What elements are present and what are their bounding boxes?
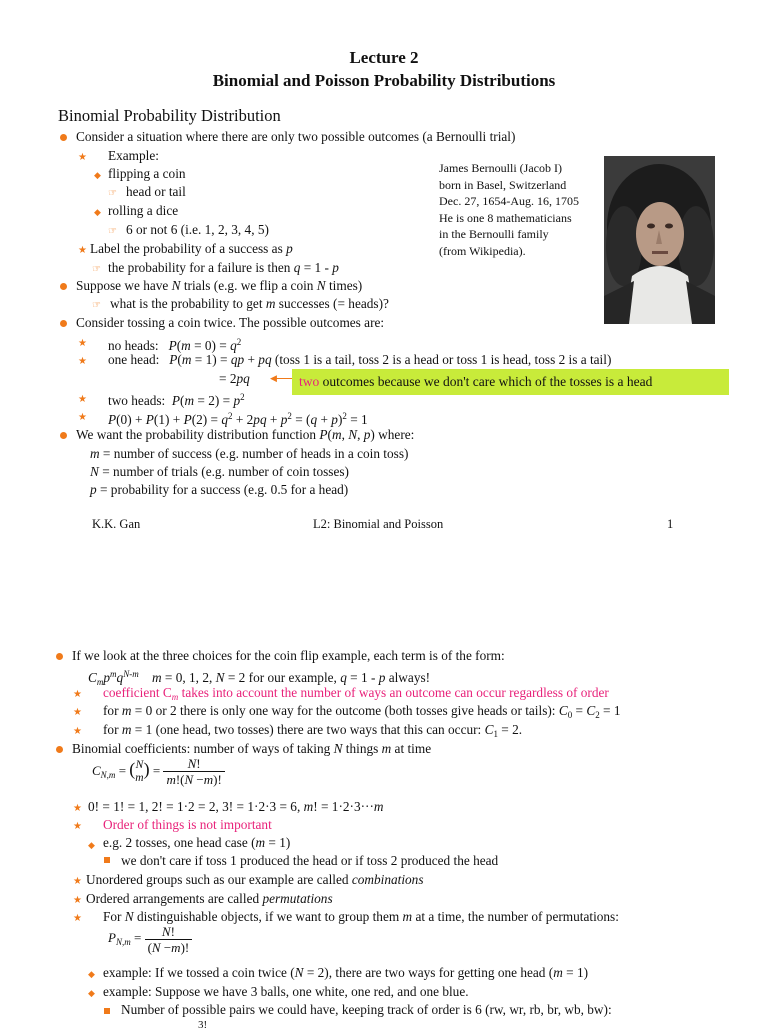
arrow-left-icon: ◀ <box>270 373 277 383</box>
bernoulli-caption: James Bernoulli (Jacob I) born in Basel, Switzerland Dec. 27, 1654-Aug. 16, 1705 He is one 8 mathematicians in the Bernoulli family (from Wikipedia). <box>439 161 579 258</box>
section-heading: Binomial Probability Distribution <box>58 106 281 125</box>
text-line: Ordered arrangements are called permutations <box>86 891 333 906</box>
text-line: 0! = 1! = 1, 2! = 1·2 = 2, 3! = 1·2·3 = 6, m! = 1·2·3···m <box>88 799 384 814</box>
text-line: Label the probability of a success as p <box>90 241 293 256</box>
text-line: $P(0) + P(1) + P(2) = q^2 + 2pq + p^2 = (q + p)^2 = 1$ <box>108 411 368 427</box>
text-line: Order of things is not important <box>103 817 272 832</box>
star-bullet-icon: ★ <box>73 895 82 906</box>
pointing-hand-icon: ☞ <box>108 226 117 237</box>
binomial-formula: $C_{N,m} = (N$ m) = $\frac{N!}{m!(N -m)!}$ <box>92 757 225 787</box>
lecture-number: Lecture 2 <box>349 48 419 67</box>
text-line: head or tail <box>126 184 186 199</box>
text-fragment: 3! <box>198 1019 208 1031</box>
text-line: Binomial coefficients: number of ways of taking N things m at time <box>72 741 432 756</box>
bullet-dot-icon <box>56 746 63 753</box>
text-line: Example: <box>108 148 159 163</box>
text-line: for m = 1 (one head, two tosses) there are two ways that this can occur: $C_1 = 2$. <box>103 722 523 739</box>
text-line: Unordered groups such as our example are called combinations <box>86 872 424 887</box>
bullet-dot-icon <box>60 320 67 327</box>
text-line: m = number of success (e.g. number of heads in a coin toss) <box>90 446 409 461</box>
text-line: Consider a situation where there are only two possible outcomes (a Bernoulli trial) <box>76 129 516 144</box>
footer-author: K.K. Gan <box>92 517 141 531</box>
footer-page-number: 1 <box>667 517 674 531</box>
text-line: Consider tossing a coin twice. The possible outcomes are: <box>76 315 385 330</box>
bernoulli-portrait <box>604 156 715 324</box>
star-bullet-icon: ★ <box>78 356 87 367</box>
star-bullet-icon: ★ <box>78 394 87 405</box>
text-line: example: Suppose we have 3 balls, one white, one red, and one blue. <box>103 984 469 999</box>
star-bullet-icon: ★ <box>78 152 87 163</box>
pointing-hand-icon: ☞ <box>92 264 101 275</box>
star-bullet-icon: ★ <box>73 689 82 700</box>
text-line: = 2pq <box>219 371 250 386</box>
text-line: one head: P(m = 1) = qp + pq (toss 1 is a tail, toss 2 is a head or toss 1 is head, toss 2 is a tail) <box>108 352 612 367</box>
star-bullet-icon: ★ <box>73 913 82 924</box>
square-bullet-icon <box>104 857 110 863</box>
text-line: coefficient $C_m$ takes into account the number of ways an outcome can occur regardless of order <box>103 685 609 702</box>
text-line: $C_mp^mq^{N-m}$ m = 0, 1, 2, N = 2 for our example, q = 1 - p always! <box>88 669 431 687</box>
text-line: the probability for a failure is then q = 1 - p <box>108 260 339 275</box>
text-line: Suppose we have N trials (e.g. we flip a coin N times) <box>76 278 363 293</box>
bullet-dot-icon <box>60 134 67 141</box>
bullet-dot-icon <box>56 653 63 660</box>
bullet-dot-icon <box>60 432 67 439</box>
text-line: We want the probability distribution function P(m, N, p) where: <box>76 427 415 442</box>
square-bullet-icon <box>104 1008 110 1014</box>
annotation-note: two outcomes because we don't care which of the tosses is a head <box>292 369 729 395</box>
diamond-bullet-icon: ◆ <box>94 170 101 180</box>
text-line: p = probability for a success (e.g. 0.5 for a head) <box>90 482 349 497</box>
star-bullet-icon: ★ <box>78 338 87 349</box>
pointing-hand-icon: ☞ <box>108 188 117 199</box>
text-line: For N distinguishable objects, if we want to group them m at a time, the number of permutations: <box>103 909 619 924</box>
diamond-bullet-icon: ◆ <box>88 840 95 850</box>
footer-course: L2: Binomial and Poisson <box>313 517 444 531</box>
diamond-bullet-icon: ◆ <box>94 207 101 217</box>
bullet-dot-icon <box>60 283 67 290</box>
star-bullet-icon: ★ <box>73 821 82 832</box>
text-line: no heads: $P(m = 0) = q^2$ <box>108 337 242 353</box>
text-line: two heads: $P(m = 2) = p^2$ <box>108 392 245 408</box>
diamond-bullet-icon: ◆ <box>88 988 95 998</box>
text-line: rolling a dice <box>108 203 179 218</box>
star-bullet-icon: ★ <box>73 707 82 718</box>
text-line: example: If we tossed a coin twice (N = 2), there are two ways for getting one head (m = 1) <box>103 965 589 980</box>
star-bullet-icon: ★ <box>73 803 82 814</box>
text-line: flipping a coin <box>108 166 186 181</box>
star-bullet-icon: ★ <box>73 726 82 737</box>
text-line: e.g. 2 tosses, one head case (m = 1) <box>103 835 291 850</box>
text-line: we don't care if toss 1 produced the head or if toss 2 produced the head <box>121 853 499 868</box>
arrow-line <box>274 378 294 379</box>
star-bullet-icon: ★ <box>73 876 82 887</box>
text-line: N = number of trials (e.g. number of coin tosses) <box>90 464 349 479</box>
diamond-bullet-icon: ◆ <box>88 969 95 979</box>
star-bullet-icon: ★ <box>78 412 87 423</box>
page-title: Binomial and Poisson Probability Distributions <box>212 71 556 90</box>
permutation-formula: $P_{N,m}$ = $\frac{N!}{(N -m)!}$ <box>108 925 192 955</box>
text-line: for m = 0 or 2 there is only one way for the outcome (both tosses give heads or tails): $C_0 = C_2 = 1$ <box>103 703 621 720</box>
text-line: 6 or not 6 (i.e. 1, 2, 3, 4, 5) <box>126 222 269 237</box>
star-bullet-icon: ★ <box>78 245 87 256</box>
text-line: what is the probability to get m successes (= heads)? <box>110 296 389 311</box>
pointing-hand-icon: ☞ <box>92 300 101 311</box>
text-line: Number of possible pairs we could have, keeping track of order is 6 (rw, wr, rb, br, wb, bw): <box>121 1002 612 1017</box>
text-line: If we look at the three choices for the coin flip example, each term is of the form: <box>72 648 505 663</box>
